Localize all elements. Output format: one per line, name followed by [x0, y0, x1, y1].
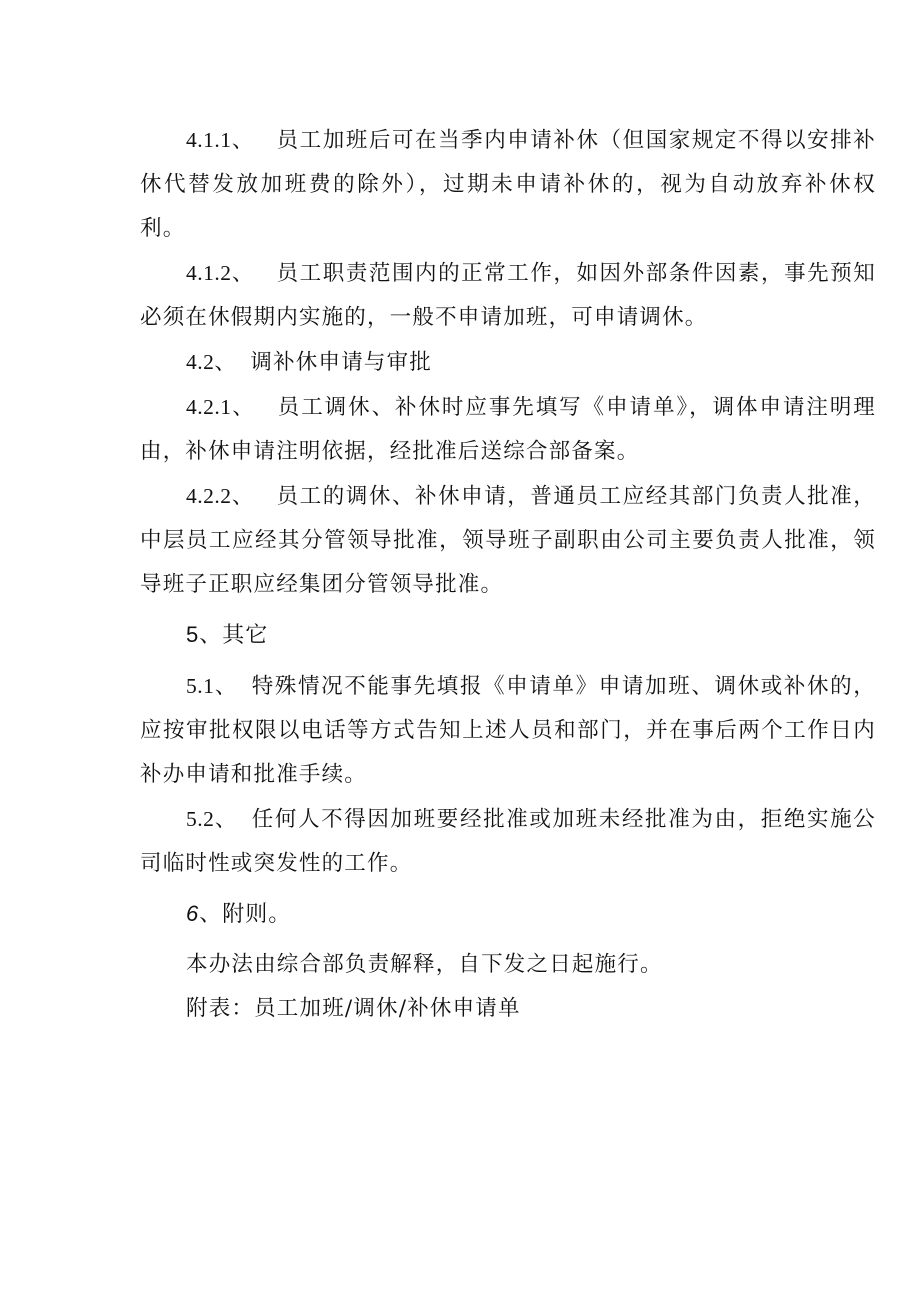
attachment-note	[140, 987, 876, 1031]
clause-number: 4.2、	[186, 350, 237, 374]
clause-number: 5.2、	[186, 807, 238, 831]
clause-4-2	[140, 340, 876, 385]
clause-number: 4.1.2、	[186, 261, 255, 285]
document-body	[140, 118, 876, 1031]
explanation-note	[140, 943, 876, 987]
section-number: 5、	[186, 622, 223, 647]
clause-number: 5.1、	[186, 674, 238, 698]
clause-text: 员工职责范围内的正常工作，如因外部条件因素，事先预知必须在休假期内实施的，一般不申请加班，可申请调休。	[140, 261, 876, 330]
clause-text: 员工加班后可在当季内申请补休（但国家规定不得以安排补休代替发放加班费的除外），过期未申请补休的，视为自动放弃补休权利。	[140, 128, 876, 241]
clause-4-1-1	[140, 118, 876, 251]
clause-text: 特殊情况不能事先填报《申请单》申请加班、调休或补休的，应按审批权限以电话等方式告知上述人员和部门，并在事后两个工作日内补办申请和批准手续。	[140, 674, 876, 787]
clause-5-1	[140, 664, 876, 797]
clause-5-2	[140, 797, 876, 886]
section-title: 、附则。	[199, 902, 292, 927]
clause-number: 4.2.1、	[186, 395, 256, 419]
clause-number: 4.2.2、	[186, 484, 255, 508]
clause-text: 员工调休、补休时应事先填写《申请单》，调体申请注明理由，补休申请注明依据，经批准后送综合部备案。	[140, 395, 876, 464]
clause-text: 任何人不得因加班要经批准或加班未经批准为由，拒绝实施公司临时性或突发性的工作。	[140, 807, 876, 876]
clause-number: 4.1.1、	[186, 128, 255, 152]
section-title: 其它	[222, 623, 269, 648]
section-number: 6	[186, 901, 200, 926]
attachment-text: 附表：员工加班/调休/补休申请单	[186, 996, 521, 1021]
clause-4-1-2	[140, 251, 876, 340]
clause-text: 员工的调休、补休申请，普通员工应经其部门负责人批准，中层员工应经其分管领导批准，领导班子副职由公司主要负责人批准，领导班子正职应经集团分管领导批准。	[140, 484, 876, 597]
section-heading-5	[140, 607, 876, 664]
explanation-text: 本办法由综合部负责解释，自下发之日起施行。	[186, 952, 663, 977]
clause-4-2-1	[140, 385, 876, 474]
section-heading-6	[140, 886, 876, 943]
clause-4-2-2	[140, 474, 876, 607]
clause-text: 调补休申请与审批	[250, 350, 432, 375]
